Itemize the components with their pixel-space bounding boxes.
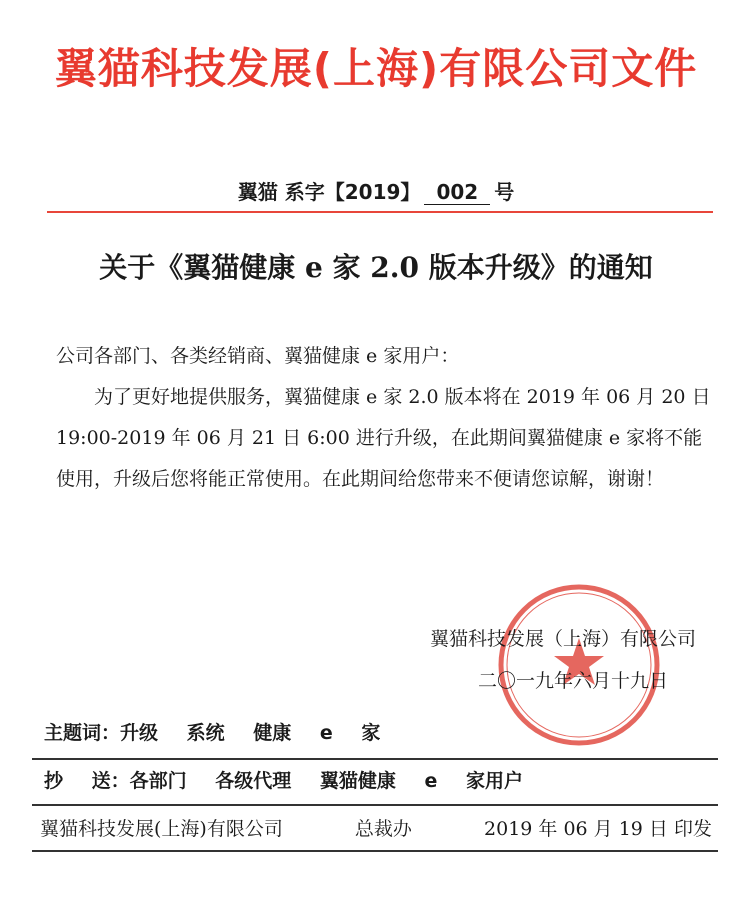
signature-block [430, 618, 696, 702]
footer-divider-bottom [32, 850, 718, 852]
document-header-title: 翼猫科技发展(上海)有限公司文件 [54, 44, 698, 93]
cc-recipients: 抄 送：各部门 各级代理 翼猫健康 e 家用户 [44, 770, 523, 792]
signature-company: 翼猫科技发展（上海）有限公司 [429, 628, 696, 650]
document-number-prefix: 翼猫 系字【2019】 [237, 180, 421, 204]
footer-divider-top [32, 758, 718, 760]
notice-body [56, 336, 716, 500]
notice-salutation: 公司各部门、各类经销商、翼猫健康 e 家用户： [56, 345, 460, 367]
issue-date: 2019 年 06 月 19 日 印发 [484, 818, 712, 840]
subject-keywords: 主题词：升级 系统 健康 e 家 [44, 722, 381, 744]
issuer-company: 翼猫科技发展(上海)有限公司 [40, 818, 283, 840]
notice-paragraph: 为了更好地提供服务，翼猫健康 e 家 2.0 版本将在 2019 年 06 月 20 日 19:00-2019 年 06 月 21 日 6:00 进行升级，在此期间翼猫健康 e 家将不能使用，升级后您将能正常使用。在此期间给您带来不便请您谅解，谢谢！ [56, 386, 711, 490]
document-number-suffix: 号 [494, 180, 515, 204]
signature-date: 二〇一九年六月十九日 [477, 670, 668, 692]
issuer-line [40, 814, 712, 841]
footer-divider-middle [32, 804, 718, 806]
red-header-divider [47, 211, 713, 213]
document-number [0, 176, 752, 205]
notice-title: 关于《翼猫健康 e 家 2.0 版本升级》的通知 [99, 251, 653, 284]
document-number-value: 002 [424, 180, 490, 205]
issuer-office: 总裁办 [354, 818, 412, 840]
